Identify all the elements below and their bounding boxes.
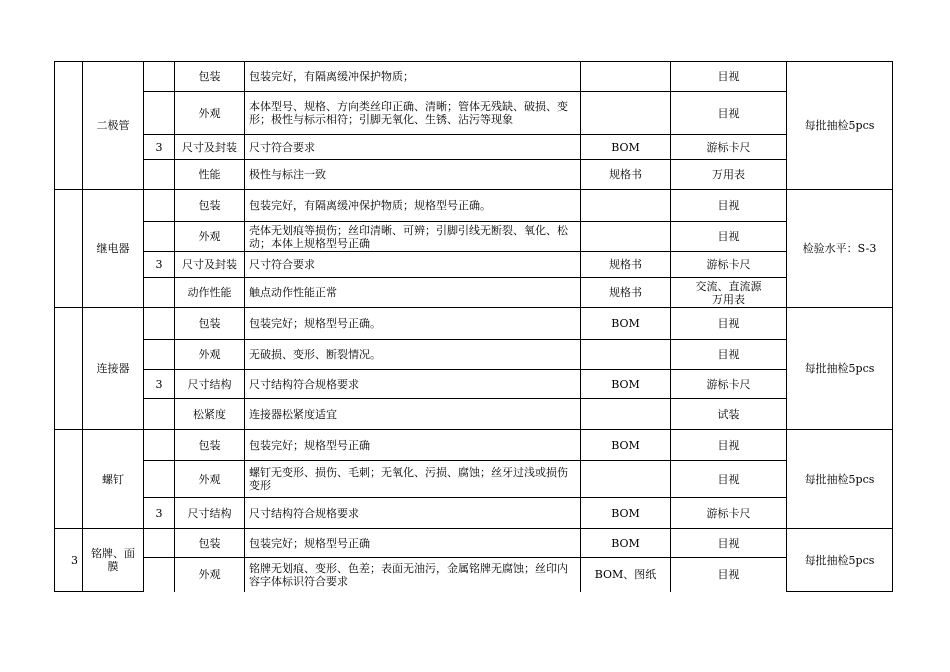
inspection-method-line: 目视 (717, 348, 740, 361)
inspection-item-cell: 包装 (175, 62, 245, 92)
inspection-standard-cell: 螺钉无变形、损伤、毛刺；无氧化、污损、腐蚀；丝牙过浅或损伤变形 (245, 461, 581, 498)
inspection-basis-cell: BOM (581, 135, 671, 160)
inspection-level-cell: 3 (144, 370, 175, 399)
inspection-basis-cell: 规格书 (581, 252, 671, 278)
table-row (55, 370, 893, 399)
inspection-basis-cell (581, 340, 671, 370)
inspection-table (54, 61, 893, 592)
table-row (55, 135, 893, 160)
inspection-item-cell: 外观 (175, 340, 245, 370)
table-row (55, 308, 893, 340)
inspection-method-cell (671, 160, 787, 190)
table-row (55, 430, 893, 461)
inspection-item-cell: 性能 (175, 160, 245, 190)
inspection-item-cell: 松紧度 (175, 399, 245, 430)
inspection-item-cell: 尺寸及封装 (175, 135, 245, 160)
material-name-cell: 铭牌、面膜 (83, 529, 144, 592)
inspection-item-cell: 包装 (175, 190, 245, 222)
inspection-standard-cell: 包装完好，有隔离缓冲保护物质； (245, 62, 581, 92)
inspection-basis-cell: BOM、图纸 (581, 558, 671, 592)
inspection-method-cell (671, 308, 787, 340)
inspection-method-cell (671, 461, 787, 498)
table-row (55, 160, 893, 190)
inspection-method-line: 目视 (717, 568, 740, 582)
sampling-plan-cell: 每批抽检5pcs (787, 308, 893, 430)
inspection-item-cell: 动作性能 (175, 278, 245, 308)
sampling-plan-cell: 每批抽检5pcs (787, 430, 893, 529)
inspection-item-cell: 外观 (175, 558, 245, 592)
inspection-method-cell (671, 498, 787, 529)
inspection-basis-cell (581, 62, 671, 92)
inspection-basis-cell: BOM (581, 498, 671, 529)
inspection-method-cell (671, 92, 787, 135)
inspection-level-cell (144, 430, 175, 461)
inspection-basis-cell: BOM (581, 529, 671, 558)
inspection-method-line: 试装 (717, 407, 740, 421)
inspection-item-cell: 包装 (175, 529, 245, 558)
material-name-cell: 连接器 (83, 308, 144, 430)
inspection-item-cell: 包装 (175, 308, 245, 340)
inspection-standard-cell: 包装完好；规格型号正确 (245, 529, 581, 558)
sampling-plan-cell: 每批抽检5pcs (787, 62, 893, 190)
inspection-item-cell: 尺寸结构 (175, 370, 245, 399)
inspection-method-line: 目视 (717, 230, 740, 243)
inspection-basis-cell (581, 92, 671, 135)
inspection-method-cell (671, 430, 787, 461)
inspection-method-line: 游标卡尺 (706, 506, 751, 520)
inspection-basis-cell (581, 222, 671, 252)
inspection-level-cell (144, 399, 175, 430)
inspection-level-cell (144, 190, 175, 222)
inspection-standard-cell: 极性与标注一致 (245, 160, 581, 190)
group-index-cell (55, 62, 83, 190)
inspection-item-cell: 外观 (175, 461, 245, 498)
table-row (55, 461, 893, 498)
sampling-plan-cell: 每批抽检5pcs (787, 529, 893, 592)
inspection-method-line: 目视 (717, 70, 740, 83)
table-row (55, 252, 893, 278)
inspection-level-cell (144, 278, 175, 308)
inspection-method-cell (671, 399, 787, 430)
inspection-basis-cell (581, 190, 671, 222)
inspection-basis-cell (581, 461, 671, 498)
inspection-standard-cell: 包装完好，有隔离缓冲保护物质；规格型号正确。 (245, 190, 581, 222)
inspection-sheet (54, 61, 893, 592)
material-name-cell: 二极管 (83, 62, 144, 190)
group-index-cell (55, 190, 83, 308)
inspection-level-cell (144, 461, 175, 498)
table-row (55, 529, 893, 558)
inspection-method-line: 目视 (717, 438, 740, 452)
inspection-method-line: 万用表 (712, 168, 745, 181)
table-row (55, 399, 893, 430)
inspection-basis-cell: BOM (581, 308, 671, 340)
inspection-level-cell (144, 308, 175, 340)
table-row (55, 498, 893, 529)
inspection-item-cell: 外观 (175, 222, 245, 252)
inspection-basis-cell: BOM (581, 370, 671, 399)
inspection-level-cell (144, 558, 175, 592)
inspection-level-cell: 3 (144, 252, 175, 278)
inspection-level-cell (144, 62, 175, 92)
inspection-standard-cell: 本体型号、规格、方向类丝印正确、清晰；管体无残缺、破损、变形；极性与标示相符；引脚无氧化、生锈、沾污等现象 (245, 92, 581, 135)
inspection-method-cell (671, 370, 787, 399)
inspection-level-cell (144, 92, 175, 135)
inspection-standard-cell: 包装完好；规格型号正确 (245, 430, 581, 461)
inspection-method-cell (671, 252, 787, 278)
group-index-cell (55, 308, 83, 430)
table-row (55, 92, 893, 135)
inspection-method-line: 目视 (717, 106, 740, 120)
inspection-standard-cell: 尺寸符合要求 (245, 252, 581, 278)
table-row (55, 62, 893, 92)
inspection-standard-cell: 包装完好；规格型号正确。 (245, 308, 581, 340)
inspection-method-line: 交流、直流源 (695, 279, 762, 293)
inspection-level-cell (144, 340, 175, 370)
inspection-level-cell: 3 (144, 135, 175, 160)
table-row (55, 222, 893, 252)
sampling-plan-cell: 检验水平：S-3 (787, 190, 893, 308)
inspection-standard-cell: 触点动作性能正常 (245, 278, 581, 308)
inspection-method-line: 游标卡尺 (706, 377, 751, 391)
inspection-standard-cell: 无破损、变形、断裂情况。 (245, 340, 581, 370)
inspection-method-line: 目视 (717, 472, 740, 486)
inspection-method-line: 目视 (717, 317, 740, 330)
inspection-method-line: 游标卡尺 (706, 258, 751, 271)
inspection-basis-cell: 规格书 (581, 278, 671, 308)
inspection-level-cell (144, 222, 175, 252)
table-row (55, 558, 893, 592)
table-row (55, 340, 893, 370)
group-index-cell (55, 430, 83, 529)
inspection-item-cell: 外观 (175, 92, 245, 135)
inspection-basis-cell: BOM (581, 430, 671, 461)
inspection-standard-cell: 铭牌无划痕、变形、色差；表面无油污，金属铭牌无腐蚀；丝印内容字体标识符合要求 (245, 558, 581, 592)
inspection-level-cell (144, 160, 175, 190)
table-body (55, 62, 893, 592)
inspection-standard-cell: 尺寸结构符合规格要求 (245, 498, 581, 529)
table-row (55, 190, 893, 222)
inspection-method-cell (671, 558, 787, 592)
inspection-basis-cell (581, 399, 671, 430)
inspection-basis-cell: 规格书 (581, 160, 671, 190)
inspection-standard-cell: 尺寸符合要求 (245, 135, 581, 160)
inspection-method-line: 万用表 (712, 292, 745, 306)
inspection-method-line: 目视 (717, 199, 740, 212)
inspection-method-cell (671, 340, 787, 370)
inspection-method-cell (671, 190, 787, 222)
inspection-level-cell: 3 (144, 498, 175, 529)
inspection-method-cell (671, 529, 787, 558)
inspection-method-line: 目视 (717, 536, 740, 550)
inspection-item-cell: 尺寸结构 (175, 498, 245, 529)
inspection-method-cell (671, 135, 787, 160)
material-name-cell: 螺钉 (83, 430, 144, 529)
inspection-item-cell: 尺寸及封装 (175, 252, 245, 278)
group-index-cell: 3 (55, 529, 83, 592)
inspection-method-cell (671, 62, 787, 92)
inspection-method-cell (671, 222, 787, 252)
inspection-item-cell: 包装 (175, 430, 245, 461)
inspection-standard-cell: 壳体无划痕等损伤；丝印清晰、可辨；引脚引线无断裂、氧化、松动；本体上规格型号正确 (245, 222, 581, 252)
table-row (55, 278, 893, 308)
material-name-cell: 继电器 (83, 190, 144, 308)
inspection-standard-cell: 连接器松紧度适宜 (245, 399, 581, 430)
inspection-method-cell (671, 278, 787, 308)
inspection-standard-cell: 尺寸结构符合规格要求 (245, 370, 581, 399)
inspection-method-line: 游标卡尺 (706, 140, 751, 154)
inspection-level-cell (144, 529, 175, 558)
